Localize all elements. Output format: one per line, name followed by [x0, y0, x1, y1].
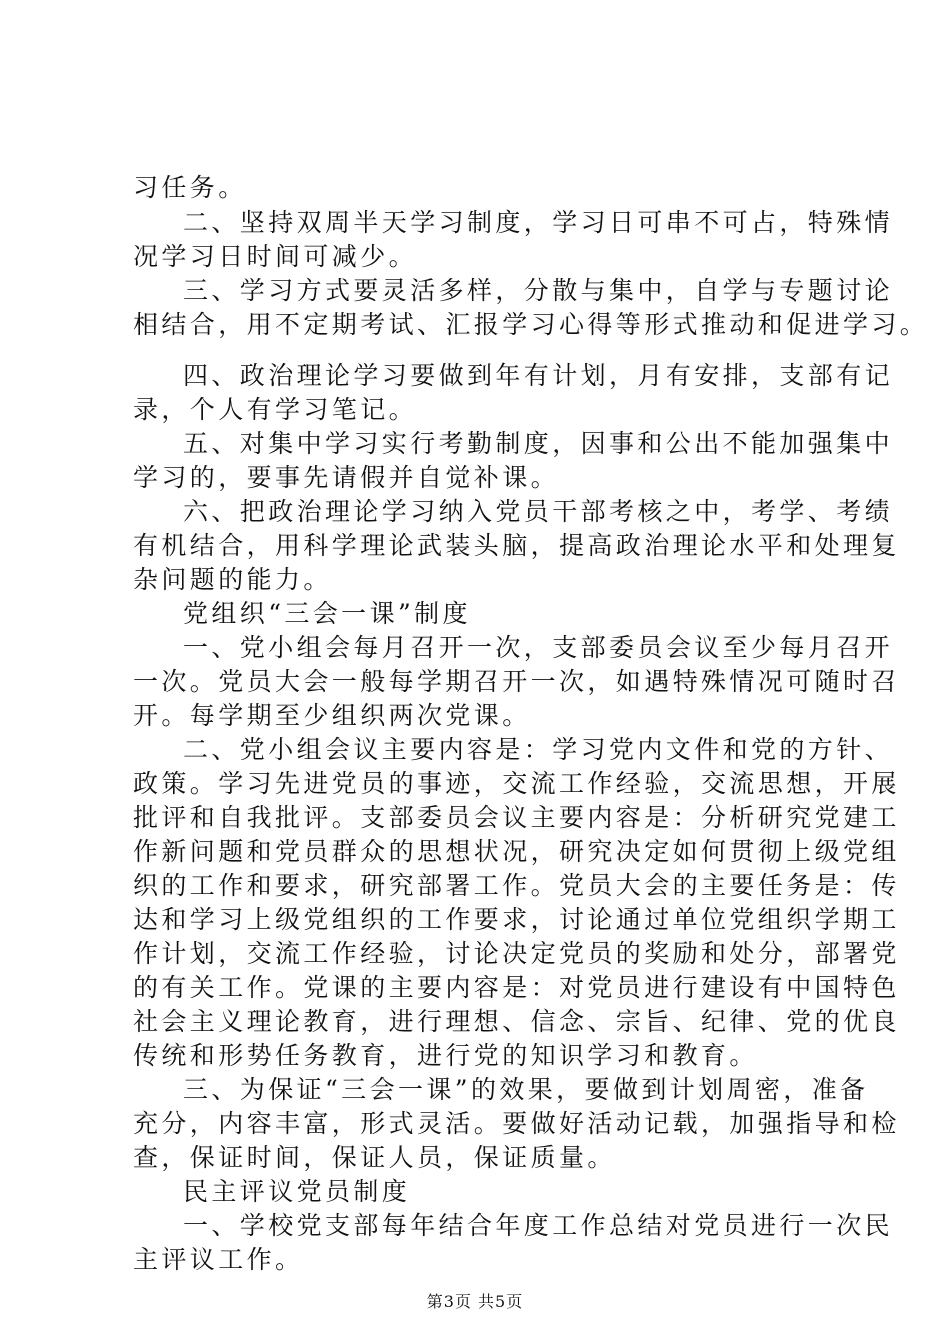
body-text-line: 主评议工作。 — [133, 1245, 304, 1274]
body-text-line: 织的工作和要求，研究部署工作。党员大会的主要任务是：传 — [133, 871, 900, 900]
body-text-line: 习任务。 — [133, 173, 247, 202]
section-heading: 民主评议党员制度 — [183, 1177, 411, 1206]
body-text-line: 况学习日时间可减少。 — [133, 242, 418, 271]
paragraph-first-line: 三、学习方式要灵活多样，分散与集中，自学与专题讨论 — [183, 276, 894, 305]
paragraph-first-line: 一、党小组会每月召开一次，支部委员会议至少每月召开 — [183, 633, 894, 662]
body-text-line: 政策。学习先进党员的事迹，交流工作经验，交流思想，开展 — [133, 769, 900, 798]
body-text-line: 社会主义理论教育，进行理想、信念、宗旨、纪律、党的优良 — [133, 1007, 900, 1036]
paragraph-first-line: 二、党小组会议主要内容是：学习党内文件和党的方针、 — [183, 735, 894, 764]
body-text-line: 查，保证时间，保证人员，保证质量。 — [133, 1143, 616, 1172]
body-text-line: 一次。党员大会一般每学期召开一次，如遇特殊情况可随时召 — [133, 667, 900, 696]
page-number-footer: 第3页 共5页 — [426, 1292, 524, 1311]
body-text-line: 录，个人有学习笔记。 — [133, 395, 418, 424]
paragraph-first-line: 四、政治理论学习要做到年有计划，月有安排，支部有记 — [183, 361, 894, 390]
paragraph-first-line: 一、学校党支部每年结合年度工作总结对党员进行一次民 — [183, 1211, 894, 1240]
body-text-line: 相结合，用不定期考试、汇报学习心得等形式推动和促进学习。 — [133, 310, 929, 339]
section-heading: 党组织“三会一课”制度 — [183, 599, 471, 628]
body-text-line: 开。每学期至少组织两次党课。 — [133, 701, 531, 730]
body-text-line: 达和学习上级党组织的工作要求，讨论通过单位党组织学期工 — [133, 905, 900, 934]
body-text-line: 批评和自我批评。支部委员会议主要内容是：分析研究党建工 — [133, 803, 900, 832]
body-text-line: 杂问题的能力。 — [133, 565, 332, 594]
body-text-line: 传统和形势任务教育，进行党的知识学习和教育。 — [133, 1041, 758, 1070]
body-text-line: 充分，内容丰富，形式灵活。要做好活动记载，加强指导和检 — [133, 1109, 900, 1138]
paragraph-first-line: 三、为保证“三会一课”的效果，要做到计划周密，准备 — [183, 1075, 869, 1104]
body-text-line: 学习的，要事先请假并自觉补课。 — [133, 463, 560, 492]
body-text-line: 作计划，交流工作经验，讨论决定党员的奖励和处分，部署党 — [133, 939, 900, 968]
paragraph-first-line: 二、坚持双周半天学习制度，学习日可串不可占，特殊情 — [183, 208, 894, 237]
paragraph-first-line: 五、对集中学习实行考勤制度，因事和公出不能加强集中 — [183, 429, 894, 458]
body-text-line: 有机结合，用科学理论武装头脑，提高政治理论水平和处理复 — [133, 531, 900, 560]
paragraph-first-line: 六、把政治理论学习纳入党员干部考核之中，考学、考绩 — [183, 497, 894, 526]
body-text-line: 的有关工作。党课的主要内容是：对党员进行建设有中国特色 — [133, 973, 900, 1002]
body-text-line: 作新问题和党员群众的思想状况，研究决定如何贯彻上级党组 — [133, 837, 900, 866]
